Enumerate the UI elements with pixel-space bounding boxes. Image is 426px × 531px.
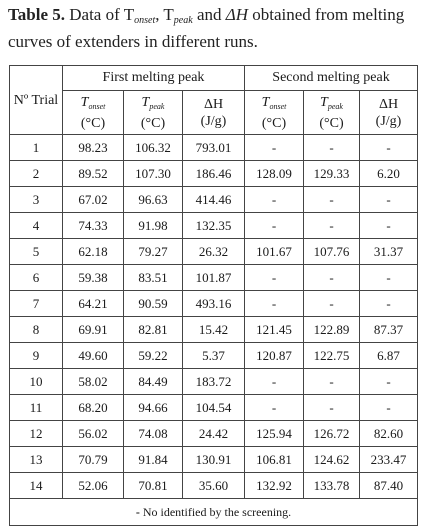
value-cell: 183.72	[183, 369, 245, 395]
value-cell: 84.49	[124, 369, 183, 395]
value-cell: 94.66	[124, 395, 183, 421]
value-cell: 414.46	[183, 187, 245, 213]
table-caption	[8, 4, 422, 52]
t-peak-header: $T_{peak}$ (°C)	[304, 91, 360, 135]
value-cell: 98.23	[63, 135, 124, 161]
trial-number-cell: 14	[10, 473, 63, 499]
value-cell: 6.87	[360, 343, 418, 369]
trial-number-cell: 1	[10, 135, 63, 161]
value-cell: -	[304, 187, 360, 213]
value-cell: 101.87	[183, 265, 245, 291]
value-cell: 87.37	[360, 317, 418, 343]
caption-text: , T	[155, 5, 174, 24]
value-cell: 186.46	[183, 161, 245, 187]
value-cell: -	[245, 265, 304, 291]
value-cell: 793.01	[183, 135, 245, 161]
value-cell: 106.81	[245, 447, 304, 473]
second-peak-header: Second melting peak	[245, 66, 418, 91]
value-cell: 91.84	[124, 447, 183, 473]
delta-h-header: ΔH (J/g)	[183, 91, 245, 135]
trial-number-cell: 8	[10, 317, 63, 343]
value-cell: 26.32	[183, 239, 245, 265]
t-peak-header: $T_{peak}$ (°C)	[124, 91, 183, 135]
trial-number-cell: 3	[10, 187, 63, 213]
value-cell: 59.22	[124, 343, 183, 369]
value-cell: 89.52	[63, 161, 124, 187]
value-cell: 120.87	[245, 343, 304, 369]
value-cell: -	[360, 135, 418, 161]
value-cell: 493.16	[183, 291, 245, 317]
table-label: Table 5.	[8, 5, 66, 24]
value-cell: 79.27	[124, 239, 183, 265]
value-cell: 83.51	[124, 265, 183, 291]
table-row	[10, 421, 418, 447]
value-cell: 87.40	[360, 473, 418, 499]
onset-subscript: onset	[134, 15, 156, 26]
value-cell: -	[360, 187, 418, 213]
value-cell: 74.08	[124, 421, 183, 447]
table-row	[10, 187, 418, 213]
value-cell: 122.89	[304, 317, 360, 343]
value-cell: 130.91	[183, 447, 245, 473]
trial-number-cell: 12	[10, 421, 63, 447]
table-row	[10, 135, 418, 161]
trial-header: Nº Trial	[10, 66, 63, 135]
value-cell: -	[245, 395, 304, 421]
table-row	[10, 447, 418, 473]
value-cell: 128.09	[245, 161, 304, 187]
table-row	[10, 291, 418, 317]
table-row	[10, 343, 418, 369]
value-cell: 233.47	[360, 447, 418, 473]
value-cell: 90.59	[124, 291, 183, 317]
trial-number-cell: 9	[10, 343, 63, 369]
trial-number-cell: 5	[10, 239, 63, 265]
value-cell: 106.32	[124, 135, 183, 161]
value-cell: 122.75	[304, 343, 360, 369]
value-cell: 82.60	[360, 421, 418, 447]
melting-data-table	[9, 65, 418, 526]
value-cell: 82.81	[124, 317, 183, 343]
value-cell: -	[360, 265, 418, 291]
table-row	[10, 317, 418, 343]
peak-subscript: peak	[173, 15, 193, 26]
value-cell: -	[304, 213, 360, 239]
value-cell: 107.30	[124, 161, 183, 187]
value-cell: 69.91	[63, 317, 124, 343]
value-cell: 132.35	[183, 213, 245, 239]
value-cell: 58.02	[63, 369, 124, 395]
delta-h-header: ΔH (J/g)	[360, 91, 418, 135]
value-cell: 59.38	[63, 265, 124, 291]
table-row	[10, 369, 418, 395]
value-cell: 129.33	[304, 161, 360, 187]
caption-text: obtained from melting curves of extenders in different runs.	[8, 5, 405, 51]
value-cell: 15.42	[183, 317, 245, 343]
value-cell: 124.62	[304, 447, 360, 473]
value-cell: -	[245, 291, 304, 317]
trial-number-cell: 6	[10, 265, 63, 291]
trial-number-cell: 4	[10, 213, 63, 239]
trial-number-cell: 2	[10, 161, 63, 187]
value-cell: 121.45	[245, 317, 304, 343]
caption-text: and	[192, 5, 226, 24]
value-cell: -	[360, 369, 418, 395]
first-peak-header: First melting peak	[63, 66, 245, 91]
caption-text: Data of T	[65, 5, 135, 24]
table-row	[10, 395, 418, 421]
value-cell: 132.92	[245, 473, 304, 499]
value-cell: -	[304, 265, 360, 291]
table-body	[10, 135, 418, 499]
value-cell: -	[304, 291, 360, 317]
value-cell: 96.63	[124, 187, 183, 213]
table-row	[10, 265, 418, 291]
t-onset-header: $T_{onset}$ (°C)	[63, 91, 124, 135]
value-cell: 24.42	[183, 421, 245, 447]
value-cell: 67.02	[63, 187, 124, 213]
value-cell: 133.78	[304, 473, 360, 499]
trial-number-cell: 13	[10, 447, 63, 473]
value-cell: 64.21	[63, 291, 124, 317]
value-cell: 104.54	[183, 395, 245, 421]
table-row	[10, 213, 418, 239]
trial-number-cell: 10	[10, 369, 63, 395]
value-cell: -	[304, 395, 360, 421]
value-cell: -	[360, 291, 418, 317]
value-cell: 91.98	[124, 213, 183, 239]
value-cell: 70.81	[124, 473, 183, 499]
enthalpy-symbol: ΔH	[225, 5, 248, 24]
table-row	[10, 473, 418, 499]
value-cell: -	[360, 395, 418, 421]
value-cell: -	[304, 135, 360, 161]
value-cell: 101.67	[245, 239, 304, 265]
value-cell: -	[304, 369, 360, 395]
value-cell: 107.76	[304, 239, 360, 265]
value-cell: 126.72	[304, 421, 360, 447]
value-cell: 74.33	[63, 213, 124, 239]
footnote: - No identified by the screening.	[10, 499, 418, 526]
value-cell: 5.37	[183, 343, 245, 369]
value-cell: -	[245, 213, 304, 239]
value-cell: 68.20	[63, 395, 124, 421]
value-cell: -	[245, 369, 304, 395]
value-cell: 62.18	[63, 239, 124, 265]
value-cell: 35.60	[183, 473, 245, 499]
t-onset-header: $T_{onset}$ (°C)	[245, 91, 304, 135]
value-cell: 56.02	[63, 421, 124, 447]
trial-number-cell: 11	[10, 395, 63, 421]
value-cell: 31.37	[360, 239, 418, 265]
value-cell: 49.60	[63, 343, 124, 369]
value-cell: -	[360, 213, 418, 239]
trial-number-cell: 7	[10, 291, 63, 317]
table-row	[10, 161, 418, 187]
table-row	[10, 239, 418, 265]
value-cell: -	[245, 187, 304, 213]
value-cell: 6.20	[360, 161, 418, 187]
value-cell: -	[245, 135, 304, 161]
value-cell: 70.79	[63, 447, 124, 473]
value-cell: 125.94	[245, 421, 304, 447]
value-cell: 52.06	[63, 473, 124, 499]
